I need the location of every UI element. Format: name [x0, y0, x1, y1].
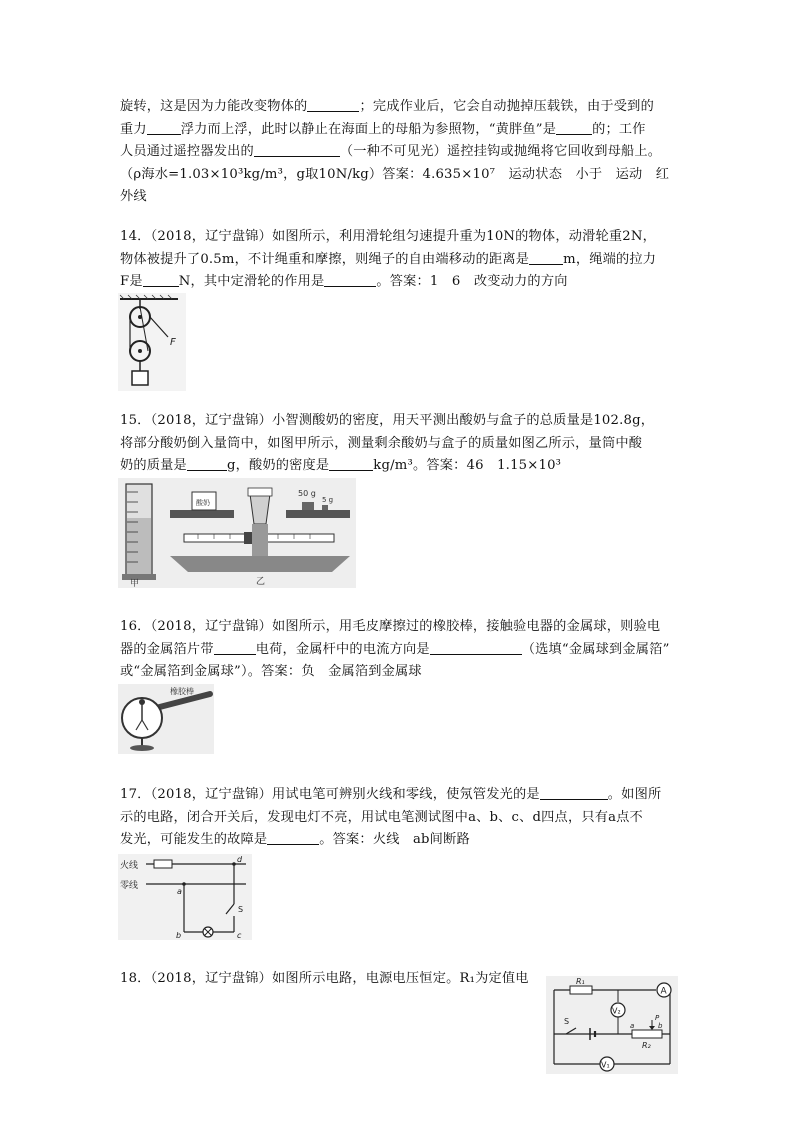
answer-blank — [430, 640, 522, 655]
q18-line-1: 18．（2018，辽宁盘锦）如图所示电路，电源电压恒定。R₁为定值电 — [120, 971, 529, 986]
question-17 — [120, 784, 680, 852]
live-wire-label: 火线 — [120, 861, 139, 871]
r2-label: R₂ — [642, 1041, 651, 1050]
q14-text: 。答案：1 6 改变动力的方向 — [376, 274, 568, 289]
point-d-label: d — [237, 855, 243, 864]
label-yi: 乙 — [256, 577, 266, 587]
answer-blank — [214, 640, 256, 655]
answer-blank — [187, 456, 227, 471]
switch-label: S — [238, 905, 244, 914]
q13-text: （一种不可见光）遥控挂钩或抛绳将它回收到母船上。 — [339, 144, 662, 159]
switch-label: S — [564, 1017, 570, 1026]
q16-line-1: 16．（2018，辽宁盘锦）如图所示，用毛皮摩擦过的橡胶棒，接触验电器的金属球，则验电 — [120, 619, 661, 634]
r1-label: R₁ — [576, 977, 585, 986]
q14-line-2 — [120, 249, 680, 272]
q13-line-5: 外线 — [120, 189, 147, 204]
question-16 — [120, 616, 680, 684]
point-a-label: a — [177, 887, 182, 896]
neutral-wire-label: 零线 — [120, 881, 139, 891]
household-circuit-figure — [118, 854, 252, 940]
answer-blank — [143, 272, 179, 287]
weight-50g: 50 g — [298, 489, 316, 498]
q14-text: 物体被提升了0.5m，不计绳重和摩擦，则绳子的自由端移动的距离是 — [120, 251, 530, 267]
point-c-label: c — [237, 931, 242, 940]
slider-p-label: P — [655, 1014, 660, 1022]
q13-text: 旋转，这是因为力能改变物体的 — [120, 99, 308, 114]
answer-blank — [147, 120, 181, 135]
q17-line-1 — [120, 784, 680, 807]
q13-text: 浮力而上浮，此时以静止在海面上的母船为参照物，“黄胖鱼”是 — [180, 121, 557, 137]
q15-line-1: 15．（2018，辽宁盘锦）小智测酸奶的密度，用天平测出酸奶与盒子的总质量是102.8g， — [120, 413, 655, 428]
label-jia: 甲 — [130, 579, 140, 588]
q13-text: ；完成作业后，它会自动抛掉压载铁，由于受到的 — [359, 99, 654, 114]
v1-label: V₁ — [601, 1060, 610, 1070]
question-14 — [120, 226, 680, 294]
q13-line-3 — [120, 141, 680, 164]
balance-cylinder-figure — [118, 478, 356, 588]
q14-line-3 — [120, 271, 680, 294]
answer-blank — [329, 456, 373, 471]
q17-text: 17．（2018，辽宁盘锦）用试电笔可辨别火线和零线，使氖管发光的是 — [120, 787, 540, 802]
q16-text: 器的金属箔片带 — [120, 641, 214, 657]
answer-blank — [307, 97, 359, 112]
q13-line-1 — [120, 96, 680, 119]
point-b-label: b — [176, 931, 182, 940]
q15-text: kg/m³。答案：46 1.15×10³ — [373, 458, 562, 473]
q17-text: 。如图所 — [607, 787, 662, 802]
weight-5g: 5 g — [322, 496, 334, 504]
q14-text: m，绳端的拉力 — [563, 251, 657, 267]
electroscope-figure — [118, 684, 214, 754]
q14-text: F是 — [120, 274, 143, 289]
answer-blank — [540, 785, 608, 800]
q15-text: g，酸奶的密度是 — [226, 458, 330, 473]
q16-line-3: 或“金属箔到金属球”）。答案：负 金属箔到金属球 — [120, 664, 422, 679]
q16-line-2 — [120, 639, 680, 662]
q13-line-2 — [120, 119, 680, 142]
question-15 — [120, 410, 680, 478]
q13-line-4: （ρ海水=1.03×10³kg/m³，g取10N/kg）答案：4.635×10⁷ 运动状态 小于 运动 红 — [120, 166, 670, 182]
resistor-circuit-figure — [546, 976, 678, 1074]
point-b-label: b — [658, 1022, 663, 1030]
q16-text: 电荷，金属杆中的电流方向是 — [255, 641, 430, 657]
answer-blank — [324, 272, 376, 287]
rubber-rod-label: 橡胶棒 — [170, 687, 194, 696]
q16-text: （选填“金属球到金属箔” — [521, 641, 670, 657]
answer-blank — [267, 830, 319, 845]
label-yogurt: 酸奶 — [196, 499, 210, 507]
answer-blank — [254, 142, 340, 157]
question-13-continuation — [120, 96, 680, 209]
q14-text: N，其中定滑轮的作用是 — [178, 274, 325, 289]
answer-blank — [529, 250, 563, 265]
pulley-figure — [118, 293, 186, 391]
v2-label: V₂ — [612, 1006, 621, 1016]
question-18 — [120, 968, 540, 991]
q14-line-1: 14．（2018，辽宁盘锦）如图所示，利用滑轮组匀速提升重为10N的物体，动滑轮重2N， — [120, 229, 656, 244]
q17-text: 发光，可能发生的故障是 — [120, 832, 268, 847]
q13-text: 重力 — [120, 121, 147, 137]
q13-text: 的；工作 — [592, 121, 646, 137]
q13-text: 人员通过遥控器发出的 — [120, 144, 254, 159]
q15-line-3 — [120, 455, 680, 478]
answer-blank — [556, 120, 592, 135]
ammeter-label: A — [660, 986, 667, 997]
force-label: F — [170, 337, 176, 348]
q17-line-3 — [120, 829, 680, 852]
q15-line-2: 将部分酸奶倒入量筒中，如图甲所示，测量剩余酸奶与盒子的质量如图乙所示，量筒中酸 — [120, 435, 643, 451]
q17-text: 。答案：火线 ab间断路 — [319, 832, 470, 847]
q17-line-2: 示的电路，闭合开关后，发现电灯不亮，用试电笔测试图中a、b、c、d四点，只有a点不 — [120, 809, 643, 825]
q15-text: 奶的质量是 — [120, 458, 187, 473]
point-a-label: a — [630, 1022, 635, 1030]
